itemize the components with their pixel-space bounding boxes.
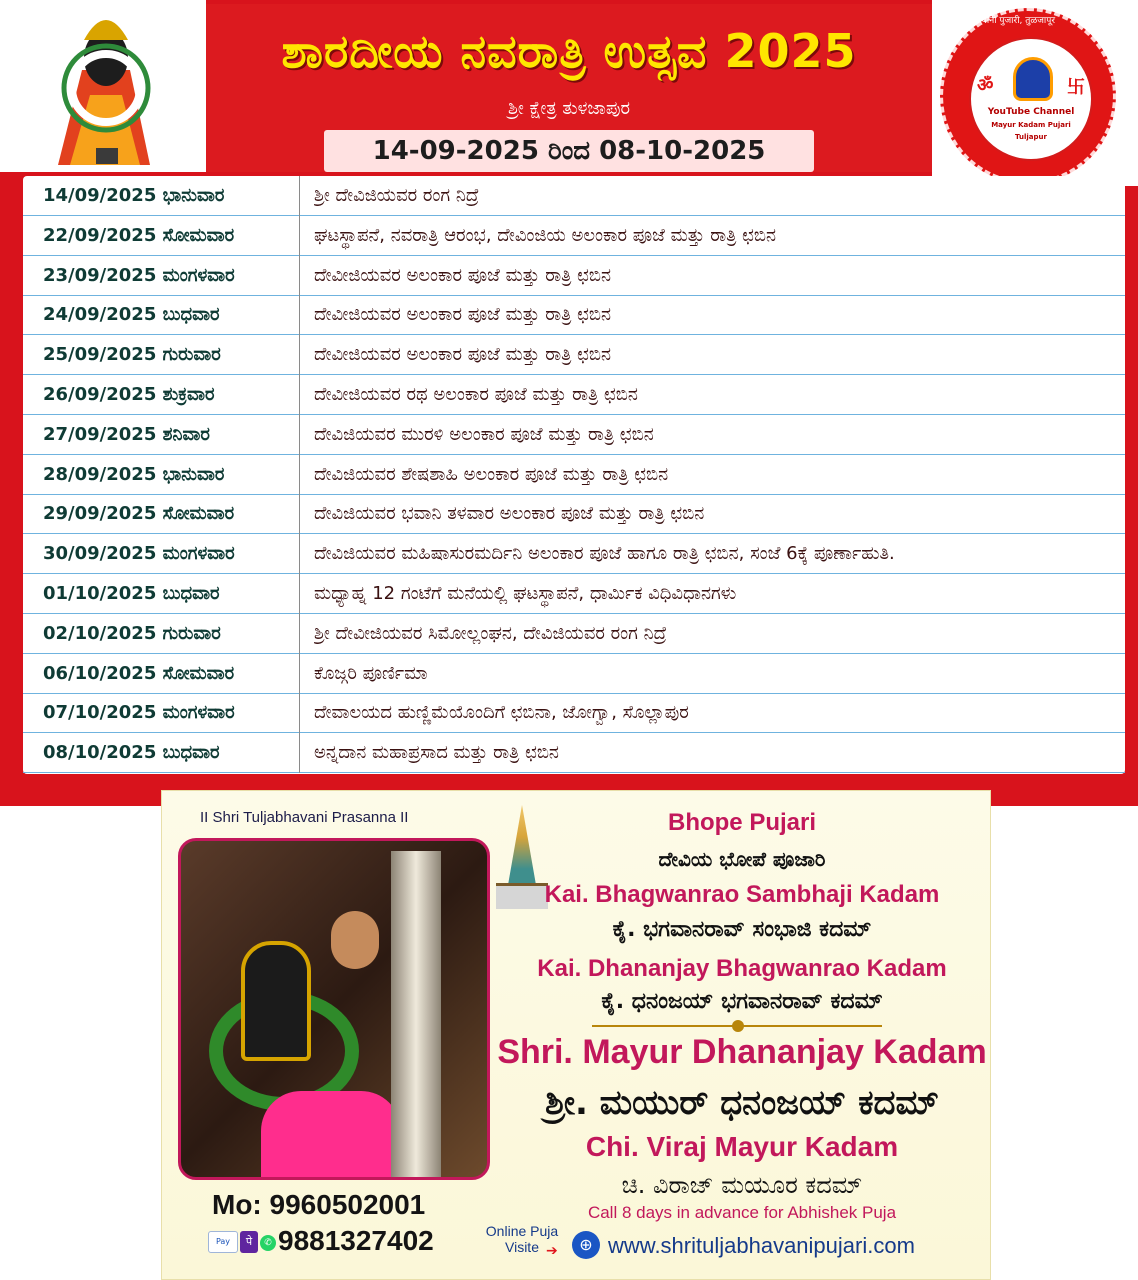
schedule-date: 26/09/2025 ಶುಕ್ರವಾರ — [23, 375, 300, 415]
deity-icon — [1013, 57, 1053, 101]
whatsapp-icon: ✆ — [260, 1235, 276, 1251]
festival-title: ಶಾರದೀಯ ನವರಾತ್ರಿ ಉತ್ಸವ 2025 — [281, 24, 857, 78]
photo-idol — [241, 941, 311, 1061]
payment-number[interactable]: 9881327402 — [278, 1225, 434, 1256]
schedule-row — [23, 335, 1125, 375]
kai-bhagwanrao-en: Kai. Bhagwanrao Sambhaji Kadam — [544, 881, 940, 908]
schedule-row — [23, 216, 1125, 256]
divider-ornament — [732, 1020, 744, 1032]
phonepe-icon: पे — [240, 1231, 258, 1253]
schedule-event: ಮಧ್ಯಾಹ್ನ 12 ಗಂಟೆಗೆ ಮನೆಯಲ್ಲಿ ಘಟಸ್ಥಾಪನೆ, ಧಾರ್ಮಿಕ ವಿಧಿವಿಧಾನಗಳು — [314, 583, 737, 604]
website-link[interactable]: www.shrituljabhavanipujari.com — [608, 1233, 915, 1258]
online-puja-label: Online Puja Visite — [485, 1223, 559, 1255]
schedule-date: 23/09/2025 ಮಂಗಳವಾರ — [23, 256, 300, 296]
schedule-date: 25/09/2025 ಗುರುವಾರ — [23, 335, 300, 375]
schedule-event: ಶ್ರೀ ದೇವಿಜಿಯವರ ರಂಗ ನಿದ್ರೆ — [314, 185, 479, 206]
schedule-row — [23, 415, 1125, 455]
schedule-row — [23, 614, 1125, 654]
schedule-event: ದೇವೀಜಿಯವರ ರಥ ಅಲಂಕಾರ ಪೂಜೆ ಮತ್ತು ರಾತ್ರಿ ಛಬಿನ — [314, 384, 638, 405]
photo-pujari-face — [331, 911, 379, 969]
schedule-row — [23, 654, 1125, 694]
schedule-row — [23, 494, 1125, 534]
schedule-date: 24/09/2025 ಬುಧವಾರ — [23, 295, 300, 335]
schedule-event: ಕೊಜ್ಗರಿ ಪೂರ್ಣಿಮಾ — [314, 662, 428, 684]
photo-cloth — [261, 1091, 401, 1180]
logo-line-1: YouTube Channel — [987, 107, 1075, 117]
schedule-row — [23, 455, 1125, 495]
logo-arc-text: श्री तुळजाभवानी पुजारी, तुळजापूर — [943, 16, 1056, 26]
schedule-row — [23, 176, 1125, 216]
kai-bhagwanrao-kn: ಕೈ. ಭಗವಾನರಾವ್ ಸಂಭಾಜಿ ಕದಮ್ — [612, 917, 872, 942]
pujari-photo — [178, 838, 490, 1180]
schedule-date: 14/09/2025 ಭಾನುವಾರ — [23, 176, 300, 216]
viraj-kadam-kn: ಚಿ. ವಿರಾಜ್ ಮಯೂರ ಕದಮ್ — [621, 1171, 863, 1199]
title-panel — [206, 4, 932, 172]
bhope-pujari-en: Bhope Pujari — [667, 809, 817, 836]
gpay-icon: Pay — [208, 1231, 238, 1253]
swastika-icon: 卐 — [1067, 77, 1085, 98]
schedule-event: ದೇವಿಜಿಯವರ ಮಹಿಷಾಸುರಮರ್ದಿನಿ ಅಲಂಕಾರ ಪೂಜೆ ಹಾಗೂ ರಾತ್ರಿ ಛಬಿನ, ಸಂಜೆ 6ಕ್ಕೆ ಪೂರ್ಣಾಹುತಿ. — [314, 543, 895, 565]
schedule-date: 22/09/2025 ಸೋಮವಾರ — [23, 216, 300, 256]
mayur-kadam-en: Shri. Mayur Dhananjay Kadam — [497, 1033, 987, 1071]
schedule-date: 08/10/2025 ಬುಧವಾರ — [23, 733, 300, 773]
schedule-date: 01/10/2025 ಬುಧವಾರ — [23, 574, 300, 614]
prasanna-heading: II Shri Tuljabhavani Prasanna II — [200, 809, 409, 826]
schedule-row — [23, 375, 1125, 415]
kai-dhananjay-kn: ಕೈ. ಧನಂಜಯ್ ಭಗವಾನರಾವ್ ಕದಮ್ — [601, 989, 883, 1014]
logo-inner-circle — [969, 37, 1093, 161]
photo-pillar — [391, 851, 441, 1180]
globe-icon: ⊕ — [572, 1231, 600, 1259]
schedule-event: ದೇವಾಲಯದ ಹುಣ್ಣಿಮೆಯೊಂದಿಗೆ ಛಬಿನಾ, ಜೋಗ್ವಾ, ಸೊಲ್ಲಾಪುರ — [314, 702, 689, 724]
schedule-row — [23, 574, 1125, 614]
schedule-row — [23, 534, 1125, 574]
schedule-date: 06/10/2025 ಸೋಮವಾರ — [23, 654, 300, 694]
schedule-date: 27/09/2025 ಶನಿವಾರ — [23, 415, 300, 455]
pujari-contact-card — [161, 790, 991, 1280]
schedule-event: ದೇವಿಜಿಯವರ ಶೇಷಶಾಹಿ ಅಲಂಕಾರ ಪೂಜೆ ಮತ್ತು ರಾತ್ರಿ ಛಬಿನ — [314, 463, 669, 485]
schedule-date: 07/10/2025 ಮಂಗಳವಾರ — [23, 693, 300, 733]
logo-line-3: Tuljapur — [1015, 133, 1047, 141]
youtube-channel-logo — [932, 0, 1138, 186]
logo-line-2: Mayur Kadam Pujari — [991, 121, 1071, 129]
schedule-table — [23, 176, 1125, 774]
arrow-right-icon: ➔ — [546, 1243, 558, 1259]
schedule-event: ಶ್ರೀ ದೇವೀಜಿಯವರ ಸಿಮೋಲ್ಲಂಘನ, ದೇವಿಜಿಯವರ ರಂಗ ನಿದ್ರೆ — [314, 622, 667, 644]
mobile-number[interactable]: Mo: 9960502001 — [212, 1189, 426, 1220]
logo-ring — [940, 8, 1116, 184]
schedule-date: 30/09/2025 ಮಂಗಳವಾರ — [23, 534, 300, 574]
schedule-row — [23, 693, 1125, 733]
schedule-event: ದೇವಿಜಿಯವರ ಭವಾನಿ ತಳವಾರ ಅಲಂಕಾರ ಪೂಜೆ ಮತ್ತು ರಾತ್ರಿ ಛಬಿನ — [314, 503, 705, 525]
schedule-event: ದೇವೀಜಿಯವರ ಅಲಂಕಾರ ಪೂಜೆ ಮತ್ತು ರಾತ್ರಿ ಛಬಿನ — [314, 264, 612, 286]
om-icon: ॐ — [977, 75, 994, 96]
schedule-row — [23, 256, 1125, 296]
abhishek-call-note: Call 8 days in advance for Abhishek Puja — [587, 1203, 897, 1222]
deity-image — [0, 0, 206, 172]
schedule-row — [23, 295, 1125, 335]
schedule-date: 28/09/2025 ಭಾನುವಾರ — [23, 455, 300, 495]
schedule-row — [23, 733, 1125, 773]
schedule-date: 02/10/2025 ಗುರುವಾರ — [23, 614, 300, 654]
schedule-date: 29/09/2025 ಸೋಮವಾರ — [23, 494, 300, 534]
schedule-event: ದೇವೀಜಿಯವರ ಅಲಂಕಾರ ಪೂಜೆ ಮತ್ತು ರಾತ್ರಿ ಛಬಿನ — [314, 344, 612, 366]
schedule-event: ಘಟಸ್ಥಾಪನೆ, ನವರಾತ್ರಿ ಆರಂಭ, ದೇವಿಂಜಿಯ ಅಲಂಕಾರ ಪೂಜೆ ಮತ್ತು ರಾತ್ರಿ ಛಬಿನ — [314, 224, 776, 246]
mayur-kadam-kn: ಶ್ರೀ. ಮಯುರ್ ಧನಂಜಯ್ ಕದಮ್ — [545, 1083, 939, 1123]
bhope-pujari-kn: ದೇವಿಯ ಭೋಪೆ ಪೂಜಾರಿ — [658, 847, 826, 871]
kai-dhananjay-en: Kai. Dhananjay Bhagwanrao Kadam — [537, 955, 947, 982]
viraj-kadam-en: Chi. Viraj Mayur Kadam — [585, 1131, 899, 1162]
schedule-event: ಅನ್ನದಾನ ಮಹಾಪ್ರಸಾದ ಮತ್ತು ರಾತ್ರಿ ಛಬಿನ — [314, 742, 559, 764]
festival-dates: 14-09-2025 ರಿಂದ 08-10-2025 — [372, 136, 766, 166]
festival-subtitle: ಶ್ರೀ ಕ್ಷೇತ್ರ ತುಳಜಾಪುರ — [507, 98, 631, 119]
schedule-event: ದೇವೀಜಿಯವರ ಅಲಂಕಾರ ಪೂಜೆ ಮತ್ತು ರಾತ್ರಿ ಛಬಿನ — [314, 304, 612, 326]
schedule-event: ದೇವಿಜಿಯವರ ಮುರಳಿ ಅಲಂಕಾರ ಪೂಜೆ ಮತ್ತು ರಾತ್ರಿ ಛಬಿನ — [314, 423, 654, 445]
